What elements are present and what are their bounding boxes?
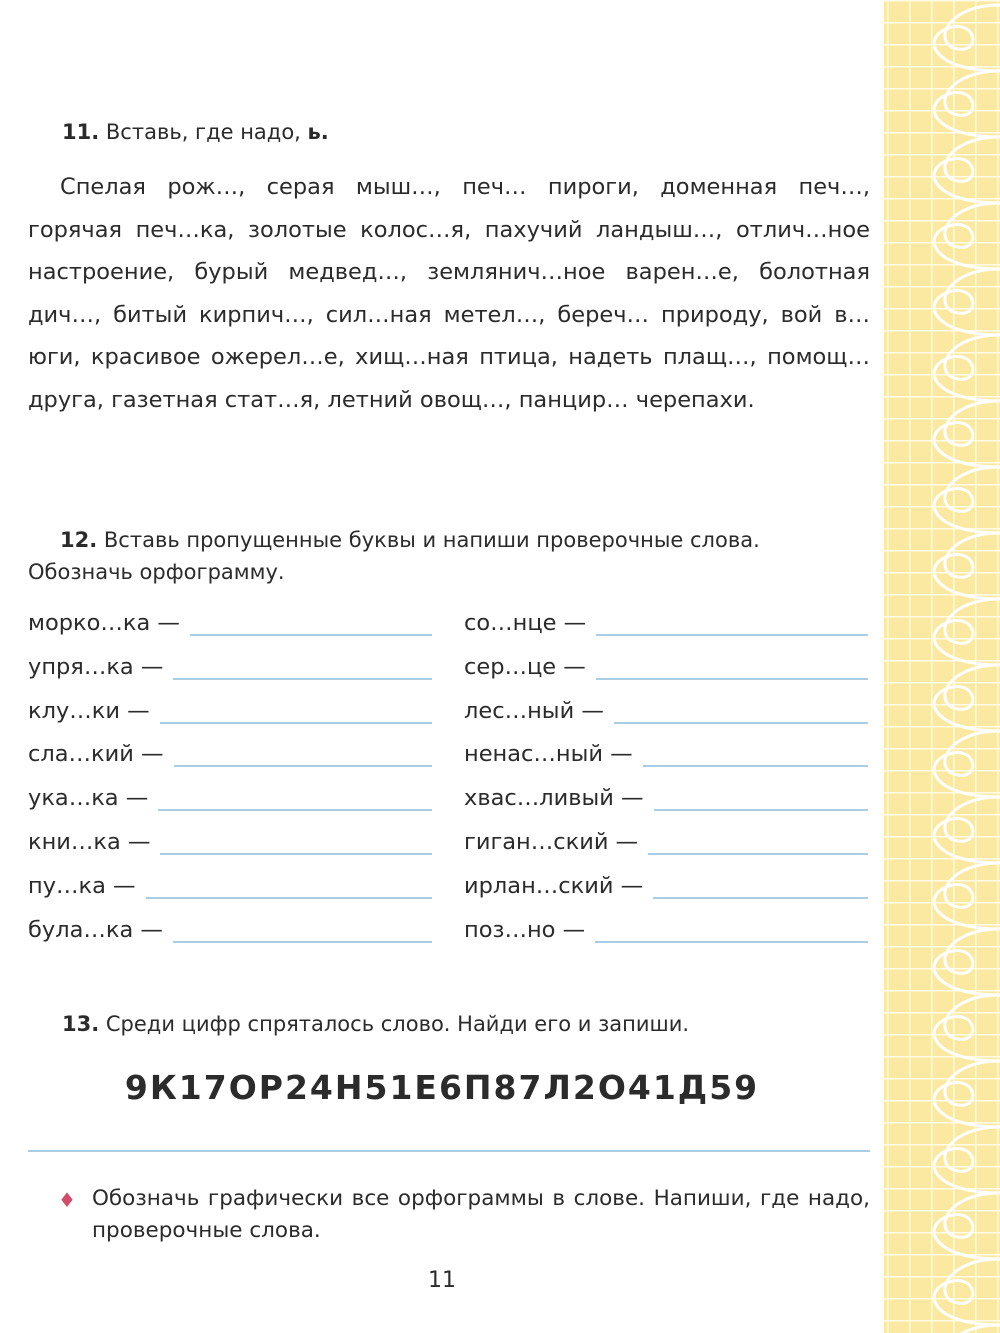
answer-line[interactable] bbox=[160, 835, 432, 855]
answer-row bbox=[28, 913, 432, 943]
word-with-gap: лес…ный — bbox=[464, 697, 604, 724]
word-with-gap: упря…ка — bbox=[28, 653, 164, 680]
word-with-gap: клу…ки — bbox=[28, 697, 150, 724]
task-11-instruction: Вставь, где надо, bbox=[105, 120, 301, 144]
answer-line[interactable] bbox=[158, 791, 432, 811]
loop-pattern-icon bbox=[884, 0, 1000, 1333]
task-12-instruction: Вставь пропущенные буквы и напиши проверочные слова. Обозначь орфограмму. bbox=[28, 528, 760, 584]
answer-row bbox=[28, 781, 432, 811]
answer-line[interactable] bbox=[595, 923, 868, 943]
word-with-gap: со…нце — bbox=[464, 610, 587, 636]
answer-row bbox=[28, 650, 432, 680]
answer-line[interactable] bbox=[173, 923, 432, 943]
answer-line[interactable] bbox=[596, 660, 868, 680]
task-11-number: 11. bbox=[62, 120, 100, 144]
task-13-title bbox=[62, 1012, 689, 1036]
answer-line[interactable] bbox=[160, 704, 432, 724]
word-with-gap: сла…кий — bbox=[28, 741, 164, 768]
answer-row bbox=[28, 869, 432, 899]
task-12-title bbox=[28, 524, 870, 588]
word-with-gap: кни…ка — bbox=[28, 829, 151, 855]
answer-row bbox=[28, 825, 432, 855]
word-with-gap: пу…ка — bbox=[28, 872, 136, 899]
answer-row bbox=[464, 650, 868, 680]
decorative-margin-strip bbox=[884, 0, 1000, 1333]
answer-row bbox=[464, 606, 868, 636]
word-with-gap: морко…ка — bbox=[28, 610, 180, 636]
answer-row bbox=[28, 737, 432, 767]
task-11-title bbox=[62, 120, 329, 144]
word-with-gap: була…ка — bbox=[28, 916, 163, 943]
page-number: 11 bbox=[428, 1268, 456, 1293]
answer-row bbox=[28, 694, 432, 724]
answer-row bbox=[464, 737, 868, 767]
answer-line[interactable] bbox=[596, 616, 868, 636]
soft-sign-letter: ь. bbox=[307, 120, 329, 144]
answer-row bbox=[464, 825, 868, 855]
answer-line[interactable] bbox=[648, 835, 868, 855]
word-with-gap: сер…це — bbox=[464, 653, 586, 680]
answer-row bbox=[28, 606, 432, 636]
answer-line[interactable] bbox=[653, 879, 868, 899]
section-divider bbox=[28, 1150, 870, 1152]
answer-line[interactable] bbox=[614, 704, 868, 724]
word-with-gap: гиган…ский — bbox=[464, 829, 639, 855]
answer-row bbox=[464, 913, 868, 943]
answer-row bbox=[464, 869, 868, 899]
task-13-number: 13. bbox=[62, 1012, 100, 1036]
answer-line[interactable] bbox=[654, 791, 868, 811]
answer-line[interactable] bbox=[190, 616, 432, 636]
hidden-word-code: 9К17ОР24Н51Е6П87Л2О41Д59 bbox=[124, 1068, 760, 1107]
task-11-text: Спелая рож…, серая мыш…, печ… пироги, доменная печ…, горячая печ…ка, золотые колос…я, пахучий ландыш…, отлич…ное настроение, бурый медвед…, землянич…ное варен…е, болотная дич…, битый кирпич…, сил…ная метел…, береч… природу, вой в…юги, красивое ожерел…е, хищ…ная птица, надеть плащ…, помощ… друга, газетная стат…я, летний овощ…, панцир… черепахи. bbox=[28, 174, 870, 413]
task-12-number: 12. bbox=[60, 528, 98, 552]
answer-line[interactable] bbox=[173, 660, 432, 680]
word-with-gap: ненас…ный — bbox=[464, 741, 633, 768]
word-with-gap: ука…ка — bbox=[28, 785, 149, 812]
note-text: Обозначь графически все орфограммы в слове. Напиши, где надо, проверочные слова. bbox=[92, 1186, 870, 1243]
answer-row bbox=[464, 694, 868, 724]
task-13-instruction: Среди цифр спряталось слово. Найди его и запиши. bbox=[105, 1012, 690, 1036]
word-with-gap: поз…но — bbox=[464, 916, 586, 943]
answer-line[interactable] bbox=[174, 747, 432, 767]
answer-line[interactable] bbox=[146, 879, 432, 899]
diamond-icon: ♦ bbox=[58, 1188, 76, 1212]
word-with-gap: хвас…ливый — bbox=[464, 785, 644, 812]
word-with-gap: ирлан…ский — bbox=[464, 872, 644, 899]
answer-row bbox=[464, 781, 868, 811]
answer-line[interactable] bbox=[643, 747, 868, 767]
